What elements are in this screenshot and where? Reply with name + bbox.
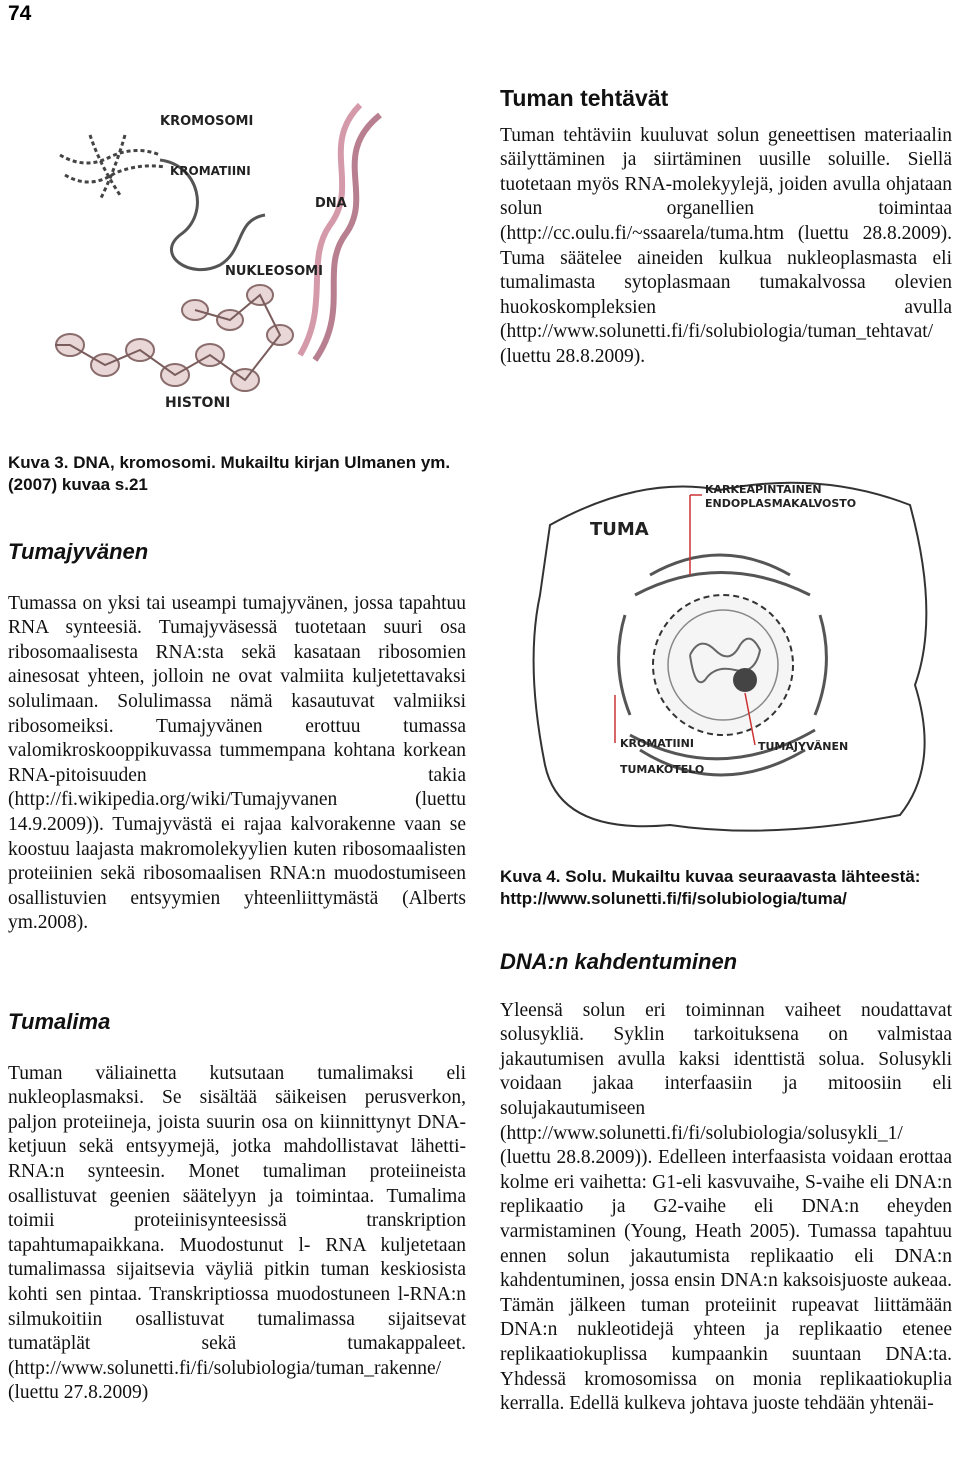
label-histoni: HISTONI [165,395,231,411]
section-dna-kahdentuminen [500,950,952,1417]
label-er-line2: ENDOPLASMAKALVOSTO [705,497,857,510]
section-tuman-tehtavat [500,86,952,370]
label-dna: DNA [315,196,347,211]
heading-dna-kahdentuminen: DNA:n kahdentuminen [500,949,738,974]
caption-figure-3: Kuva 3. DNA, kromosomi. Mukailtu kirjan Ulmanen ym.(2007) kuvaa s.21 [8,453,451,494]
body-tuman-tehtavat: Tuman tehtäviin kuuluvat solun geneettisen materiaalin säilyttäminen ja siirtäminen uusille soluille. Siellä tuotetaan myös RNA-molekyylejä, joiden avulla ohjataan solun organellien toimintaa (http://cc.oulu.fi/~ssaarela/tuma.htm (luettu 28.8.2009). Tuma säätelee aineiden kulkua nukleoplasmasta eli tumalimasta sytoplasmaan tumakalvossa olevien huokoskompleksien avulla (http://www.solunetti.fi/fi/solubiologia/tuman_tehtavat/ (luettu 28.8.2009). [500,124,952,367]
label-nukleosomi: NUKLEOSOMI [225,264,323,279]
body-dna-kahdentuminen: Yleensä solun eri toiminnan vaiheet noudattavat solusykliä. Syklin tarkoituksena on valmistaa jakautumisen avulla kaksi identtistä solua. Solusykli voidaan jakaa interfaasiin ja mitoosiin eli solujakautumiseen (http://www.solunetti.fi/fi/solubiologia/solusykli_1/ (luettu 28.8.2009)). Edelleen interfaasista voidaan erottaa kolme eri vaihetta: G1-eli kasvuvaihe, S-vaihe eli DNA:n replikaatio ja G2-vaihe eli DNA:n eheyden varmistaminen (Young, Heath 2005). Tumassa tapahtuu ennen solun jakautumista replikaatio eli DNA:n kahdentuminen, jossa ensin DNA:n kaksoisjuoste aukeaa. Tämän jälkeen tuman proteiinit rupeavat liittämään DNA:n nukleotidejä yhteen ja replikaatio etenee replikaatiokuplissa kumpaankin suuntaan DNA:ta. Yhdessä kromosomissa on monia replikaatiokuplia kerralla. Edellä kulkeva johtava juoste tehdään yhtenäi- [500,999,952,1415]
nucleolus [733,668,757,692]
label-tumajyvanen: TUMAJYVÄNEN [758,740,849,753]
label-kromosomi: KROMOSOMI [160,114,254,129]
dna-helix-drawing [300,105,380,360]
nucleus-envelope [653,595,793,735]
label-tuma: TUMA [590,519,649,540]
section-tumalima [8,1010,466,1406]
chromosome-drawing [60,135,165,200]
caption-figure-4: Kuva 4. Solu. Mukailtu kuvaa seuraavasta lähteestä: http://www.solunetti.fi/fi/solubiologia/tuma/ [500,867,921,908]
body-tumajyvanen: Tumassa on yksi tai useampi tumajyvänen, jossa tapahtuu RNA synteesiä. Tumajyväsessä tuotetaan suuri osa ribosomaalisesta RNA:sta sekä kasataan ribosomien ainesosat yhteen, jolloin ne ovat valmiita kuljetettavaksi solulimaan. Solulimassa nämä kasautuvat valmiiksi ribosomeiksi. Tumajyvänen erottuu tumassa valomikroskooppikuvassa tummempana kohtana korkean RNA-pitoisuuden takia (http://fi.wikipedia.org/wiki/Tumajyvanen (luettu 14.9.2009)). Tumajyvästä ei rajaa kalvorakenne vaan se koostuu laajasta makromolekyylien kuten ribosomaalisten proteiinien sekä ribosomaalisen RNA:n muodostumiseen osallistuvien entsyymien yhteenliittymästä (Alberts ym.2008). [8,592,466,934]
label-kromatiini: KROMATIINI [170,164,251,178]
section-tumajyvanen [8,540,466,936]
heading-tumalima: Tumalima [8,1009,111,1034]
heading-tuman-tehtavat: Tuman tehtävät [500,85,669,111]
label-kromatiini-cell: KROMATIINI [620,737,694,750]
cell-figure [520,465,952,845]
page-number: 74 [8,2,32,25]
body-tumalima: Tuman väliainetta kutsutaan tumalimaksi eli nukleoplasmaksi. Se sisältää säikeisen perusverkon, paljon proteiineja, joista suurin osa on kiinnittynyt DNA-ketjuun sekä entsyymejä, jotka mahdollistavat lähetti-RNA:n synteesin. Monet tumaliman proteiineista osallistuvat geenien säätelyyn ja toimintaa. Tumalima toimii proteiinisynteesissä transkription tapahtumapaikkana. Muodostunut l- RNA kuljetetaan tumalimassa sijaitsevia väyliä pitkin tuman keskiosista kohti sen pintaa. Transkriptiossa muodostuneen l-RNA:n silmukoitiin osallistuvat tumalimassa sijaitsevat tumatäplät sekä tumakappaleet. (http://www.solunetti.fi/fi/solubiologia/tuman_rakenne/ (luettu 27.8.2009) [8,1062,466,1404]
heading-tumajyvanen: Tumajyvänen [8,539,149,564]
label-tumakotelo: TUMAKOTELO [620,763,705,776]
label-er-line1: KARKEAPINTAINEN [705,483,822,496]
dna-chromosome-figure [30,95,430,415]
